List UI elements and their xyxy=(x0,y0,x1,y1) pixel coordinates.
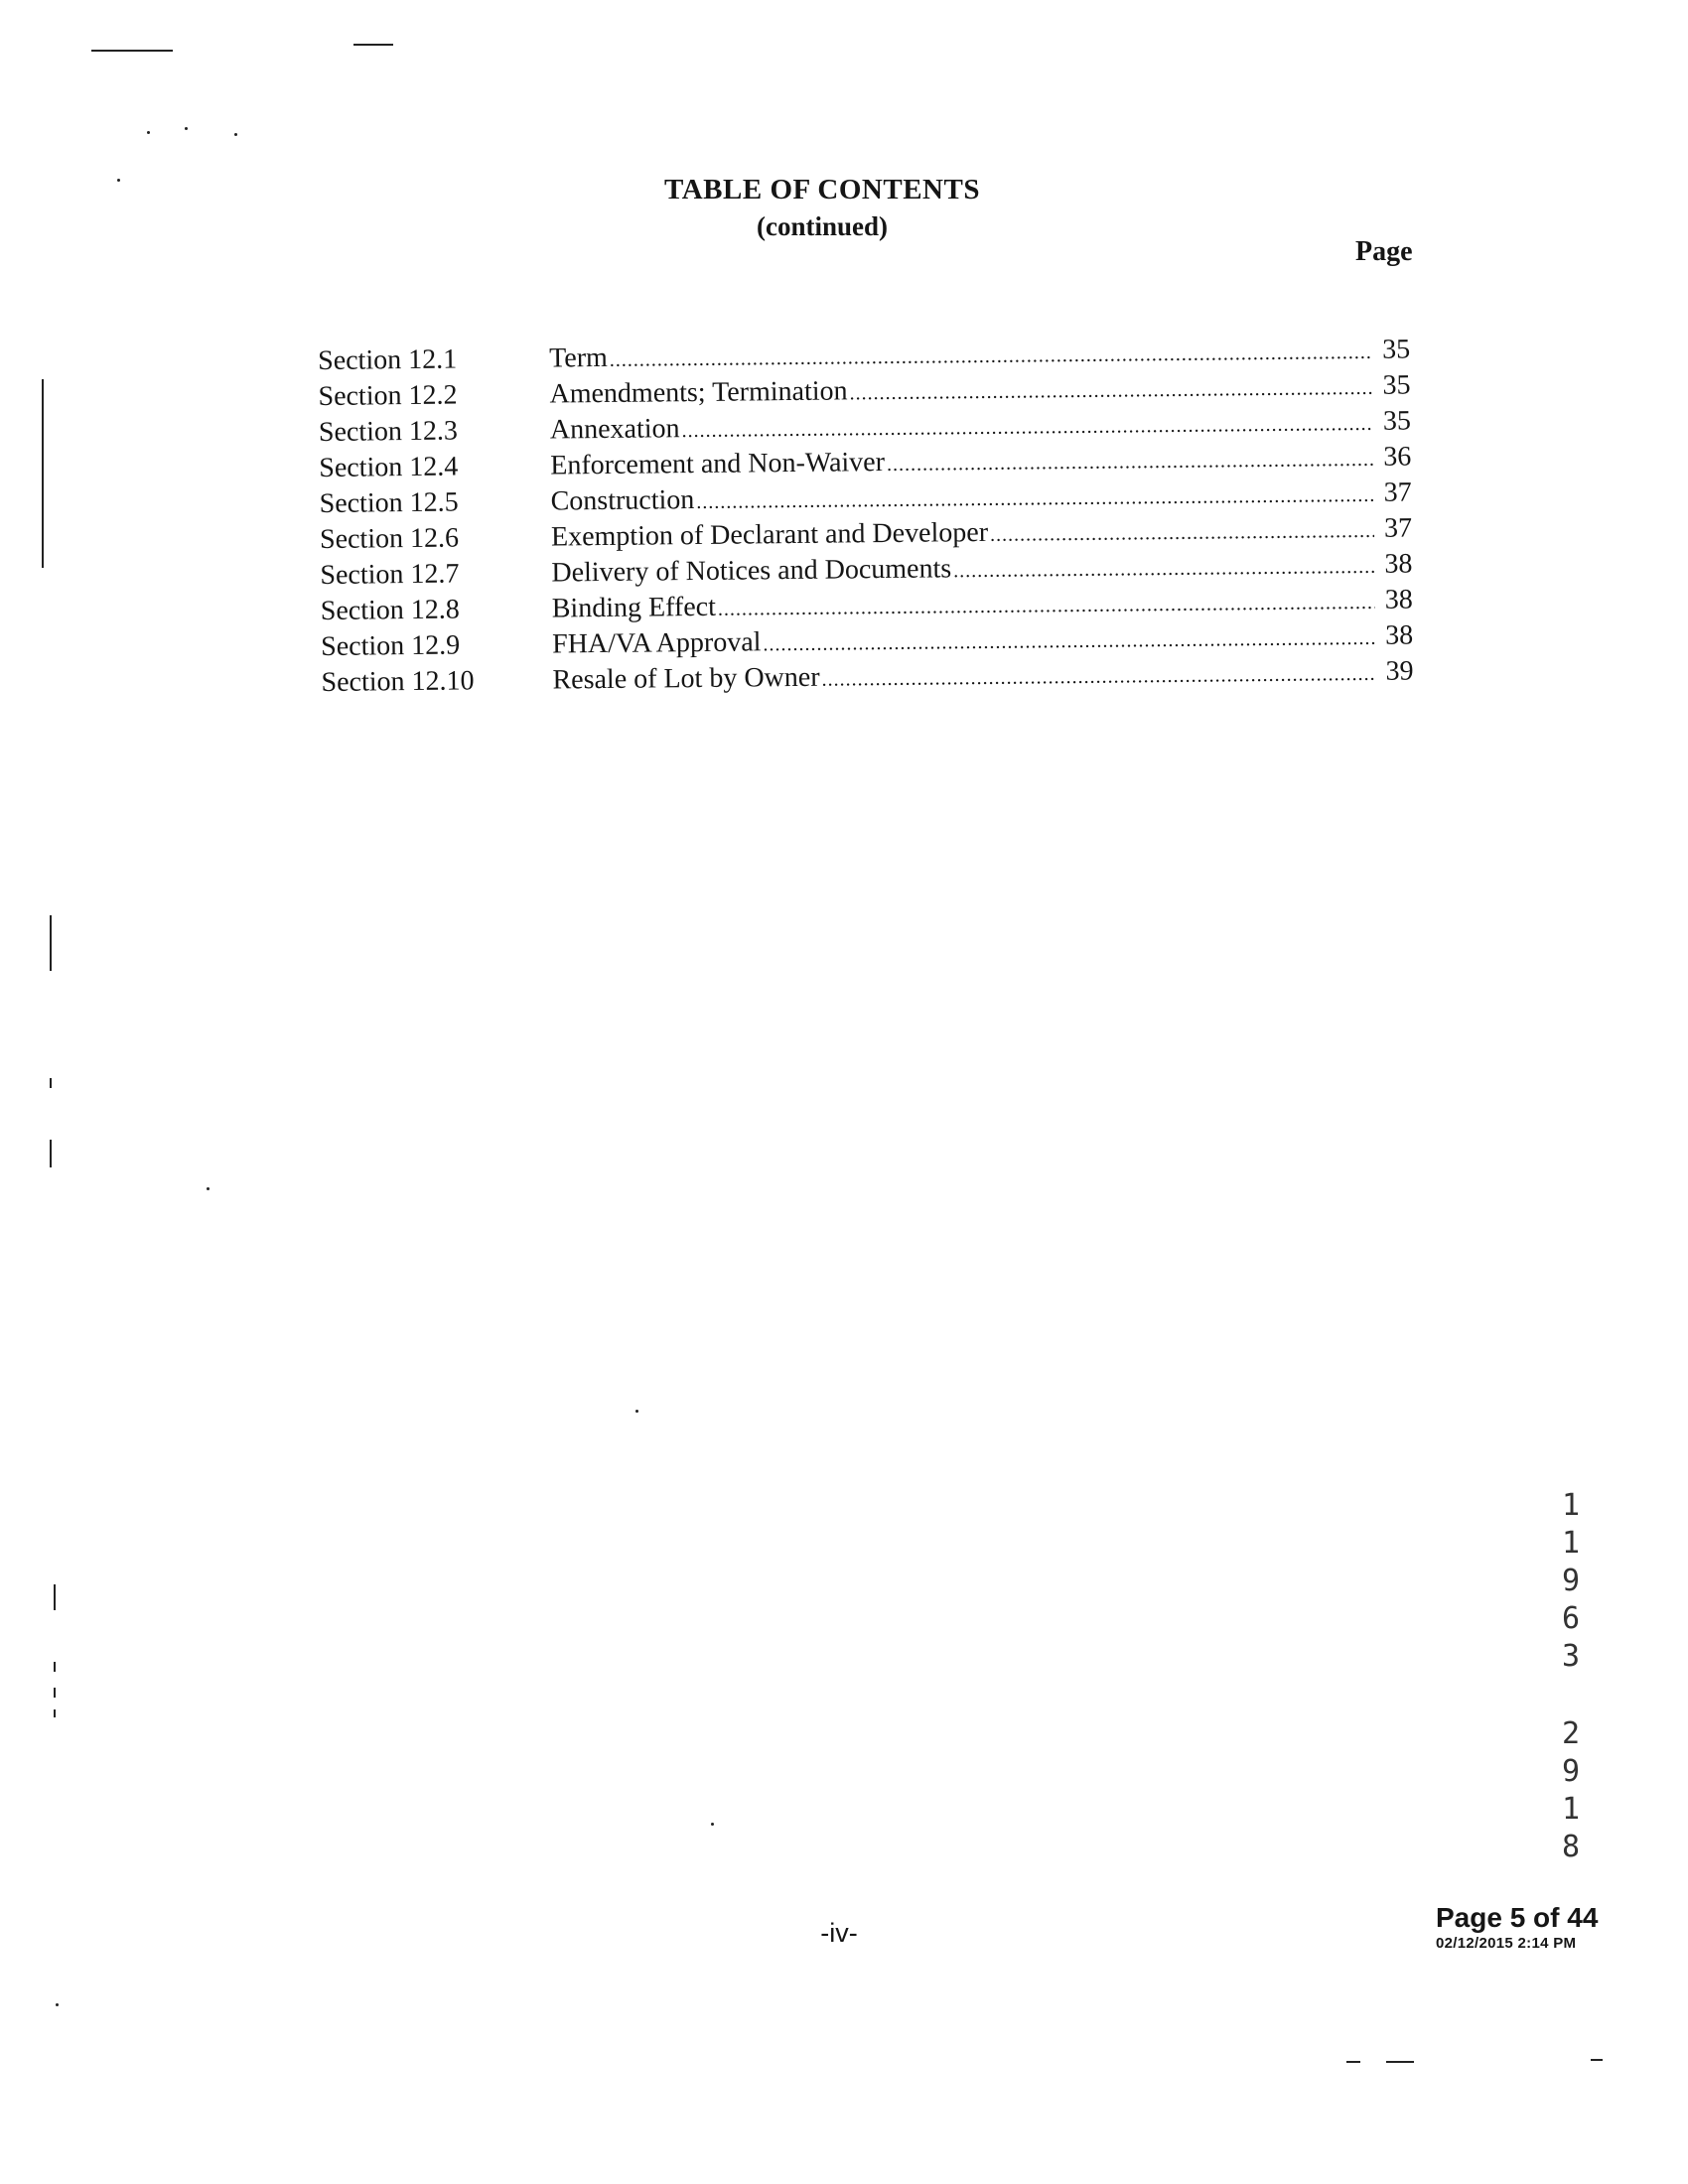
toc-page-number: 37 xyxy=(1383,477,1412,508)
scan-mark xyxy=(1346,2061,1360,2063)
toc-section-number: Section 12.5 xyxy=(319,486,459,519)
dot-leader xyxy=(610,341,1373,372)
toc-page-number: 37 xyxy=(1383,512,1413,544)
toc-section-title: Binding Effect xyxy=(551,591,717,624)
dot-leader xyxy=(990,520,1374,547)
scan-speck xyxy=(56,2003,59,2006)
recording-digit: 2 xyxy=(1561,1716,1581,1751)
recording-stamp xyxy=(1436,1902,1598,1954)
dot-leader xyxy=(887,449,1373,477)
recording-digit: 9 xyxy=(1561,1754,1581,1789)
toc-section-number: Section 12.7 xyxy=(320,558,460,591)
scan-mark xyxy=(1386,2061,1414,2063)
toc-page-number: 36 xyxy=(1383,441,1412,473)
recording-digit: 9 xyxy=(1561,1564,1581,1598)
scan-speck xyxy=(711,1823,714,1826)
toc-section-title: Delivery of Notices and Documents xyxy=(551,553,952,589)
recording-digit: 1 xyxy=(1561,1526,1581,1561)
scan-mark xyxy=(353,44,393,46)
dot-leader xyxy=(681,413,1373,443)
toc-heading xyxy=(0,171,1644,244)
scan-speck xyxy=(635,1410,638,1413)
scan-line xyxy=(54,1662,56,1672)
dot-leader xyxy=(763,627,1375,656)
toc-section-number: Section 12.10 xyxy=(321,665,475,698)
toc-section-number: Section 12.4 xyxy=(319,451,459,483)
page-column-label: Page xyxy=(1355,236,1413,267)
toc-section-title: Construction xyxy=(550,484,695,517)
recording-digit: 1 xyxy=(1561,1792,1581,1827)
footer-page-number: -iv- xyxy=(820,1918,858,1948)
scan-speck xyxy=(185,127,188,130)
toc-subtitle: (continued) xyxy=(756,211,888,241)
scan-mark xyxy=(91,50,173,52)
toc-section-number: Section 12.1 xyxy=(318,343,458,376)
scan-mark xyxy=(1591,2059,1603,2061)
scan-line xyxy=(42,379,44,568)
dot-leader xyxy=(953,556,1374,583)
toc-page-number: 39 xyxy=(1385,655,1414,687)
stamp-datetime: 02/12/2015 2:14 PM xyxy=(1436,1935,1577,1952)
toc-section-title: Amendments; Termination xyxy=(549,375,848,410)
toc-page-number: 38 xyxy=(1384,584,1413,615)
recording-gap xyxy=(1556,1676,1586,1715)
toc-page-number: 35 xyxy=(1381,334,1411,365)
toc-page-number: 35 xyxy=(1382,405,1412,437)
scan-speck xyxy=(234,133,237,136)
toc-list xyxy=(318,334,1414,702)
toc-title: TABLE OF CONTENTS xyxy=(664,174,980,205)
dot-leader xyxy=(821,663,1375,692)
toc-section-number: Section 12.9 xyxy=(321,629,461,662)
recording-digit: 8 xyxy=(1561,1830,1581,1864)
toc-section-title: Annexation xyxy=(549,413,680,446)
recording-digit: 6 xyxy=(1561,1601,1581,1636)
toc-page-number: 38 xyxy=(1384,548,1413,580)
scan-line xyxy=(50,915,52,971)
toc-section-title: Enforcement and Non-Waiver xyxy=(550,447,886,481)
scan-line xyxy=(54,1584,56,1610)
scan-speck xyxy=(147,131,150,134)
toc-section-number: Section 12.3 xyxy=(318,415,459,448)
recording-digit: 1 xyxy=(1561,1488,1581,1523)
dot-leader xyxy=(696,484,1374,514)
stamp-page-count: Page 5 of 44 xyxy=(1436,1902,1599,1933)
scan-line xyxy=(54,1688,56,1698)
recording-number xyxy=(1556,1487,1586,1866)
dot-leader xyxy=(718,592,1375,621)
toc-section-title: Term xyxy=(548,341,608,374)
toc-section-number: Section 12.6 xyxy=(319,522,460,555)
toc-section-number: Section 12.2 xyxy=(318,379,458,412)
scan-line xyxy=(50,1140,52,1167)
scan-line xyxy=(50,1078,52,1088)
scan-line xyxy=(54,1709,56,1717)
toc-page-number: 38 xyxy=(1384,619,1414,651)
toc-page-number: 35 xyxy=(1382,369,1411,401)
recording-digit: 3 xyxy=(1561,1639,1581,1674)
toc-section-title: Resale of Lot by Owner xyxy=(552,661,820,696)
toc-section-title: FHA/VA Approval xyxy=(552,626,762,660)
toc-section-number: Section 12.8 xyxy=(320,594,460,626)
scan-speck xyxy=(207,1187,210,1190)
toc-section-title: Exemption of Declarant and Developer xyxy=(550,516,989,553)
dot-leader xyxy=(849,377,1372,406)
